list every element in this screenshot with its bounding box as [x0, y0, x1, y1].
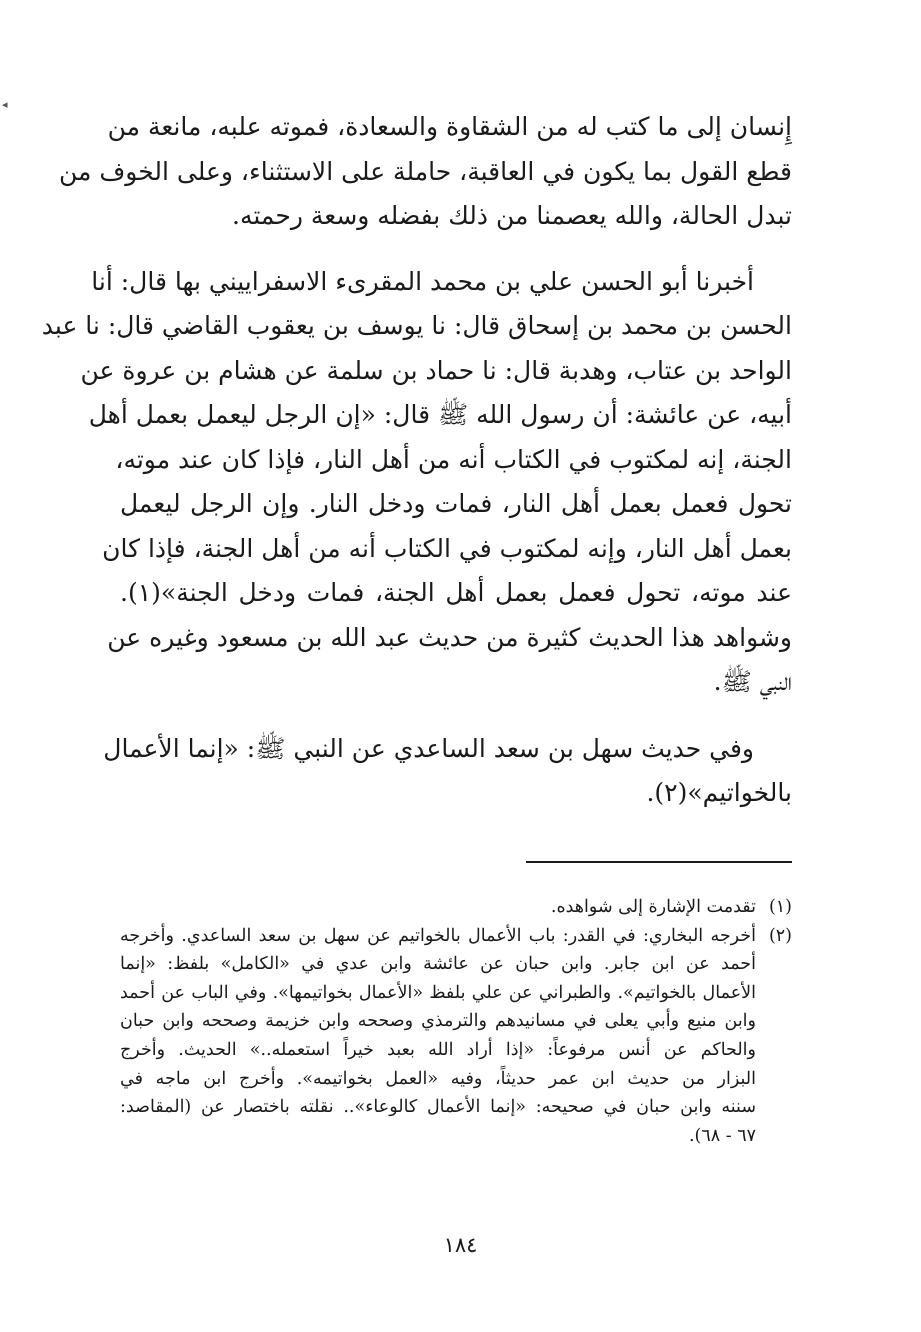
- footnote-text: [120, 922, 756, 1151]
- footnote-line: تقدمت الإشارة إلى شواهده.: [550, 897, 756, 917]
- page-body: [41, 105, 792, 816]
- footnote-number: (١): [768, 897, 792, 917]
- text-line: وشواهد هذا الحديث كثيرة من حديث عبد الله بن مسعود وغيره عن: [107, 622, 792, 652]
- footnote-line: أخرجه البخاري: في القدر: باب الأعمال بالخواتيم عن سهل بن سعد الساعدي. وأخرجه: [120, 925, 756, 946]
- text-line: الحسن بن محمد بن إسحاق قال: نا يوسف بن يعقوب القاضي قال: نا عبد: [41, 311, 792, 340]
- scan-mark: ◂: [2, 98, 8, 111]
- text-line: تحول فعمل بعمل أهل النار، فمات ودخل النار. وإن الرجل ليعمل: [120, 489, 792, 518]
- footnote-text: [120, 893, 756, 922]
- page-number: ١٨٤: [443, 1233, 478, 1257]
- footnote-line: البزار من حديث ابن عمر حديثاً، وفيه «العمل بخواتيمه». وأخرج ابن ماجه في: [120, 1068, 756, 1089]
- footnote-2: [120, 922, 792, 1151]
- text-line: تبدل الحالة، والله يعصمنا من ذلك بفضله وسعة رحمته.: [232, 201, 792, 230]
- text-line: قطع القول بما يكون في العاقبة، حاملة على الاستثناء، وعلى الخوف من: [59, 156, 792, 186]
- paragraph-3: [103, 727, 792, 816]
- footnote-line: سننه وابن حبان في صحيحه: «إنما الأعمال كالوعاء».. نقلته باختصار عن (المقاصد:: [120, 1097, 756, 1118]
- footnotes: [120, 893, 792, 1150]
- footnote-separator: [526, 861, 792, 863]
- text-line: النبي ﷺ.: [713, 667, 792, 696]
- text-line: بعمل أهل النار، وإنه لمكتوب في الكتاب أنه من أهل الجنة، فإذا كان: [102, 533, 792, 563]
- footnote-line: الأعمال بالخواتيم». والطبراني عن علي بلفظ «الأعمال بخواتيمها». وفي الباب عن أحمد: [120, 982, 756, 1003]
- footnote-line: وابن منيع وأبي يعلى في مسانيدهم والترمذي وصححه وابن خزيمة وصححه وابن حبان: [120, 1011, 756, 1032]
- text-line: وفي حديث سهل بن سعد الساعدي عن النبي ﷺ: «إنما الأعمال: [103, 733, 754, 763]
- paragraph-1: [59, 105, 792, 239]
- footnote-line: ٦٧ - ٦٨).: [688, 1125, 756, 1146]
- text-line: عند موته، تحول فعمل بعمل أهل الجنة، فمات ودخل الجنة»(١).: [120, 578, 792, 607]
- text-line: أخبرنا أبو الحسن علي بن محمد المقرىء الاسفراييني بها قال: أنا: [91, 266, 754, 296]
- text-line: أبيه، عن عائشة: أن رسول الله ﷺ قال: «إن الرجل ليعمل بعمل أهل: [88, 400, 792, 429]
- text-line: الواحد بن عتاب، وهدبة قال: نا حماد بن سلمة عن هشام بن عروة عن: [80, 355, 792, 385]
- text-line: الجنة، إنه لمكتوب في الكتاب أنه من أهل النار، فإذا كان عند موته،: [115, 444, 792, 474]
- footnote-line: أحمد عن ابن جابر. وابن حبان عن عائشة وابن عدي في «الكامل» بلفظ: «إنما: [120, 954, 756, 975]
- footnote-1: [120, 893, 792, 922]
- footnote-number: (٢): [768, 925, 792, 946]
- text-line: بالخواتيم»(٢).: [646, 778, 792, 807]
- footnote-line: والحاكم عن أنس مرفوعاً: «إذا أراد الله بعبد خيراً استعمله..» الحديث. وأخرج: [120, 1039, 756, 1060]
- text-line: إِنسان إلى ما كتب له من الشقاوة والسعادة، فموته علبه، مانعة من: [107, 112, 792, 141]
- paragraph-2: [41, 260, 792, 705]
